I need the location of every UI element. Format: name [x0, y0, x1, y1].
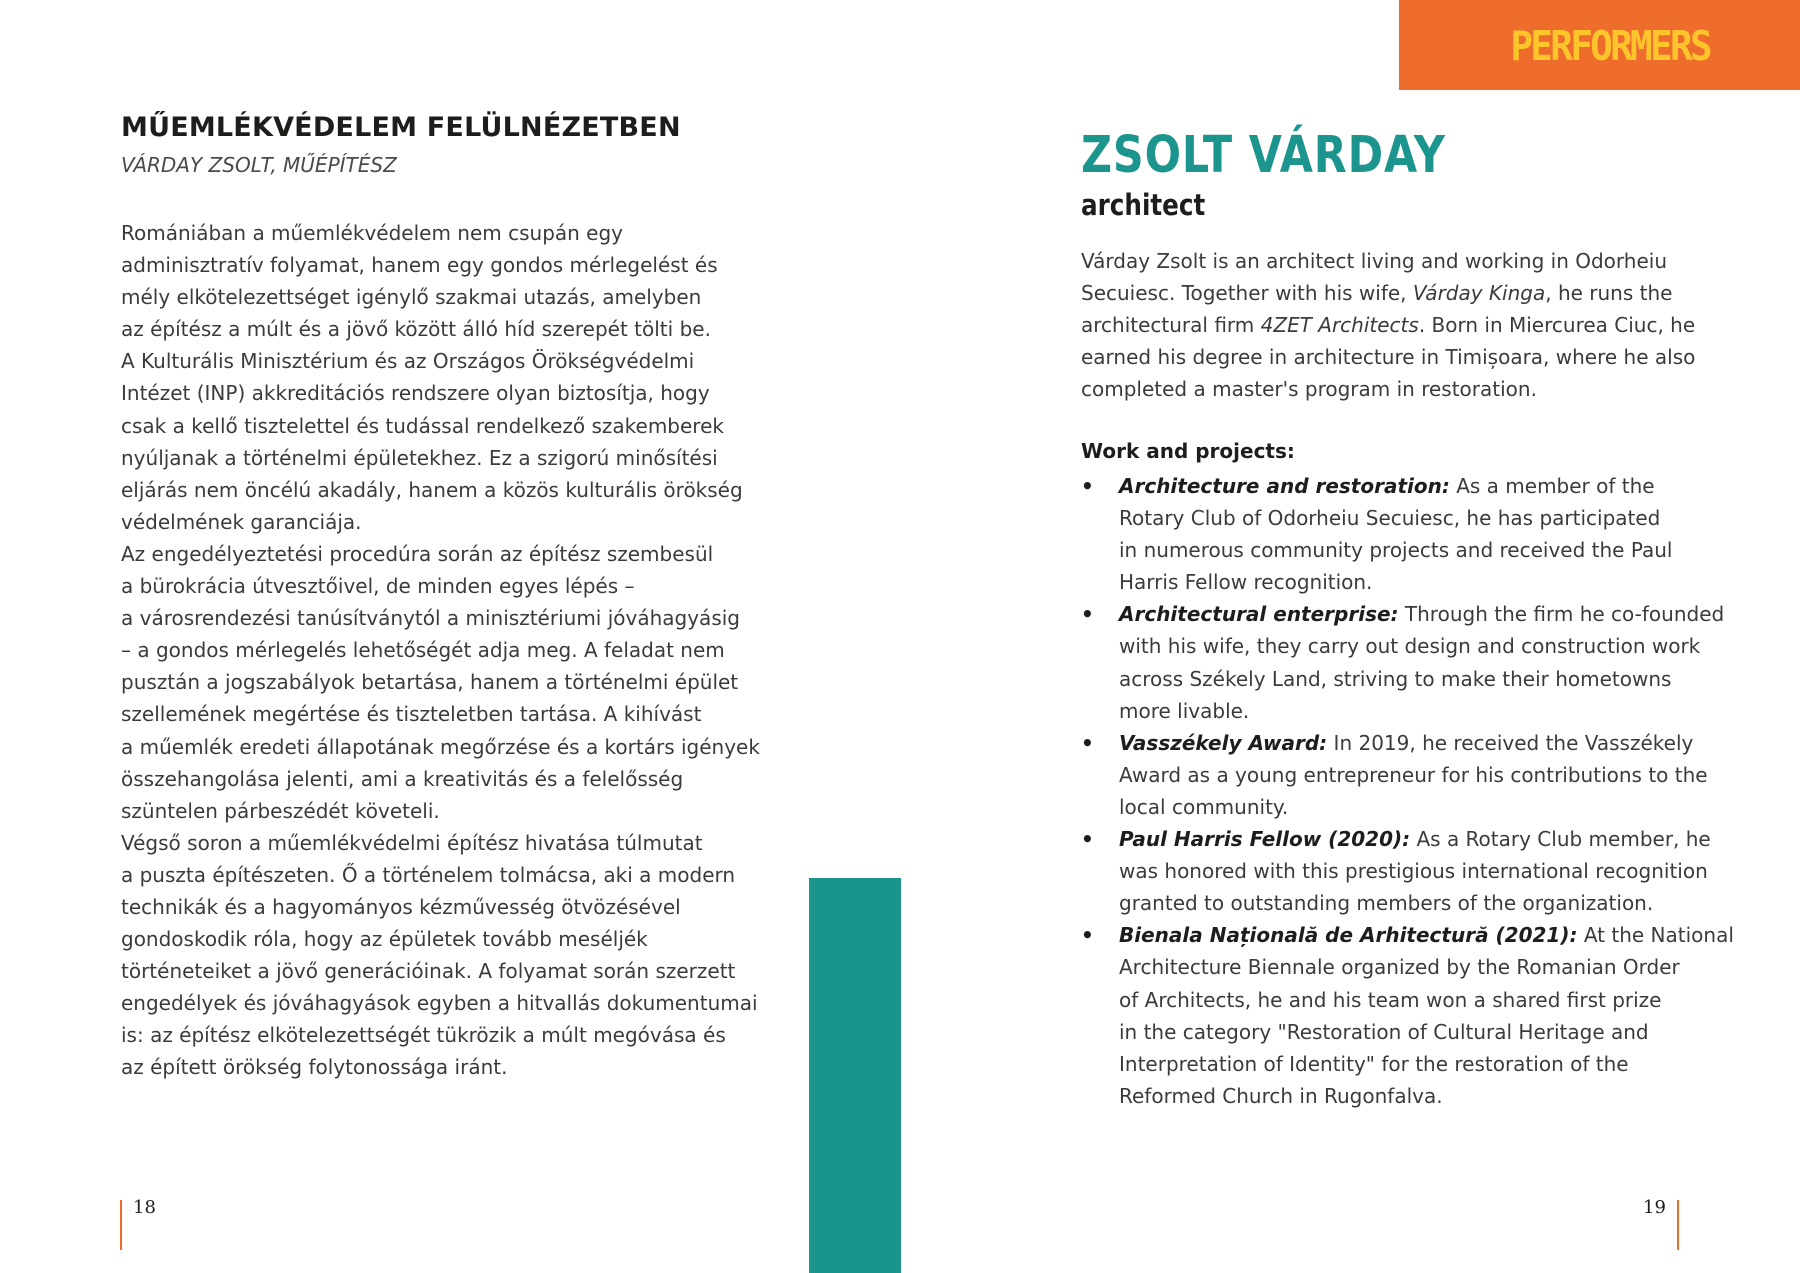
body-line: szellemének megértése és tiszteletben tartása. A kihívást: [121, 702, 702, 727]
body-line: – a gondos mérlegelés lehetőségét adja meg. A feladat nem: [121, 638, 725, 663]
body-line: csak a kellő tisztelettel és tudással rendelkező szakemberek: [121, 413, 724, 438]
intro-line: earned his degree in architecture in Timișoara, where he also: [1081, 345, 1696, 370]
body-line: nyúljanak a történelmi épületekhez. Ez a szigorú minősítési: [121, 445, 718, 470]
bullet-icon: •: [1081, 730, 1094, 755]
body-line: a bürokrácia útvesztőivel, de minden egyes lépés –: [121, 574, 635, 599]
project-term: Bienala Națională de Arhitectură (2021):: [1119, 923, 1578, 948]
body-line: A Kulturális Minisztérium és az Országos Örökségvédelmi: [121, 349, 695, 374]
article-author: VÁRDAY ZSOLT, MŰÉPÍTÉSZ: [121, 153, 397, 177]
body-line: szüntelen párbeszédét követeli.: [121, 798, 440, 823]
body-line: a puszta építészeten. Ő a történelem tolmácsa, aki a modern: [121, 862, 736, 887]
body-line: védelmének garanciája.: [121, 509, 362, 534]
performer-intro: [1081, 245, 1701, 405]
intro-line: architectural firm 4ZET Architects. Born in Miercurea Ciuc, he: [1081, 313, 1696, 338]
body-line: Végső soron a műemlékvédelmi építész hivatása túlmutat: [121, 830, 703, 855]
body-line: pusztán a jogszabályok betartása, hanem a történelmi épület: [121, 670, 739, 695]
project-term: Architectural enterprise:: [1119, 602, 1399, 627]
body-line: a műemlék eredeti állapotának megőrzése és a kortárs igények: [121, 734, 760, 759]
performer-name: ZSOLT VÁRDAY: [1081, 126, 1446, 185]
page-number-right: 19: [1643, 1197, 1666, 1218]
body-line: is: az építész elkötelezettségét tükrözik a múlt megóvása és: [121, 1023, 726, 1048]
article-title: MŰEMLÉKVÉDELEM FELÜLNÉZETBEN: [121, 112, 681, 143]
page-number-left: 18: [133, 1197, 156, 1218]
body-line: engedélyek és jóváhagyások egyben a hitvallás dokumentumai: [121, 991, 758, 1016]
intro-line: completed a master's program in restoration.: [1081, 377, 1537, 402]
body-line: technikák és a hagyományos kézművesség ötvözésével: [121, 894, 681, 919]
bullet-icon: •: [1081, 474, 1094, 498]
projects-list: [1081, 470, 1734, 1112]
intro-line: Várday Zsolt is an architect living and working in Odorheiu: [1081, 249, 1667, 273]
body-line: Romániában a műemlékvédelem nem csupán egy: [121, 221, 624, 245]
list-item: • Architectural enterprise: Through the firm he co-founded with his wife, they carry out design and construction work across Székely Land, striving to make their hometowns more livable.: [1081, 598, 1701, 726]
list-item: • Bienala Națională de Arhitectură (2021): At the National Architecture Biennale organized by the Romanian Order of Architects, he and his team won a shared first prize in the category "Restoration of Cultural Heritage and Interpretation of Identity" for the restoration of the Reformed Church in Rugonfalva.: [1081, 919, 1701, 1112]
project-term: Vasszékely Award:: [1119, 730, 1328, 755]
body-line: mély elkötelezettséget igénylő szakmai utazás, amelyben: [121, 285, 702, 310]
body-line: az építész a múlt és a jövő között álló híd szerepét tölti be.: [121, 317, 711, 342]
project-term: Paul Harris Fellow (2020):: [1119, 827, 1411, 852]
body-line: a városrendezési tanúsítványtól a minisztériumi jóváhagyásig: [121, 606, 740, 631]
projects-heading: Work and projects:: [1081, 439, 1295, 463]
bullet-icon: •: [1081, 602, 1094, 627]
list-item: • Architecture and restoration: As a member of the Rotary Club of Odorheiu Secuiesc, he has participated in numerous community projects and received the Paul Harris Fellow recognition.: [1081, 470, 1701, 598]
body-line: gondoskodik róla, hogy az épületek tovább meséljék: [121, 927, 648, 952]
bullet-icon: •: [1081, 827, 1094, 852]
spouse-name: Várday Kinga: [1412, 281, 1546, 306]
page-number-rule-left: [120, 1200, 122, 1250]
performer-role: architect: [1081, 188, 1206, 222]
list-item: • Paul Harris Fellow (2020): As a Rotary Club member, he was honored with this prestigious international recognition granted to outstanding members of the organization.: [1081, 823, 1701, 919]
article-body: [121, 217, 760, 1084]
bullet-icon: •: [1081, 923, 1094, 948]
intro-line: Secuiesc. Together with his wife, Várday Kinga, he runs the: [1081, 281, 1673, 306]
body-line: adminisztratív folyamat, hanem egy gondos mérlegelést és: [121, 253, 718, 278]
firm-name: 4ZET Architects: [1260, 313, 1419, 338]
section-tab-label: PERFORMERS: [1510, 22, 1710, 70]
body-line: az épített örökség folytonossága iránt.: [121, 1055, 508, 1080]
body-line: eljárás nem öncélú akadály, hanem a közös kulturális örökség: [121, 477, 743, 502]
teal-accent-bar: [809, 878, 901, 1273]
body-line: Intézet (INP) akkreditációs rendszere olyan biztosítja, hogy: [121, 381, 710, 406]
page-number-rule-right: [1677, 1200, 1679, 1250]
list-item: • Vasszékely Award: In 2019, he received the Vasszékely Award as a young entrepreneur for his contributions to the local community.: [1081, 727, 1701, 823]
body-line: összehangolása jelenti, ami a kreativitás és a felelősség: [121, 766, 684, 791]
body-line: történeteiket a jövő generációinak. A folyamat során szerzett: [121, 959, 736, 984]
project-term: Architecture and restoration:: [1119, 474, 1450, 498]
section-tab: [1399, 0, 1800, 90]
body-line: Az engedélyeztetési procedúra során az építész szembesül: [121, 541, 714, 566]
